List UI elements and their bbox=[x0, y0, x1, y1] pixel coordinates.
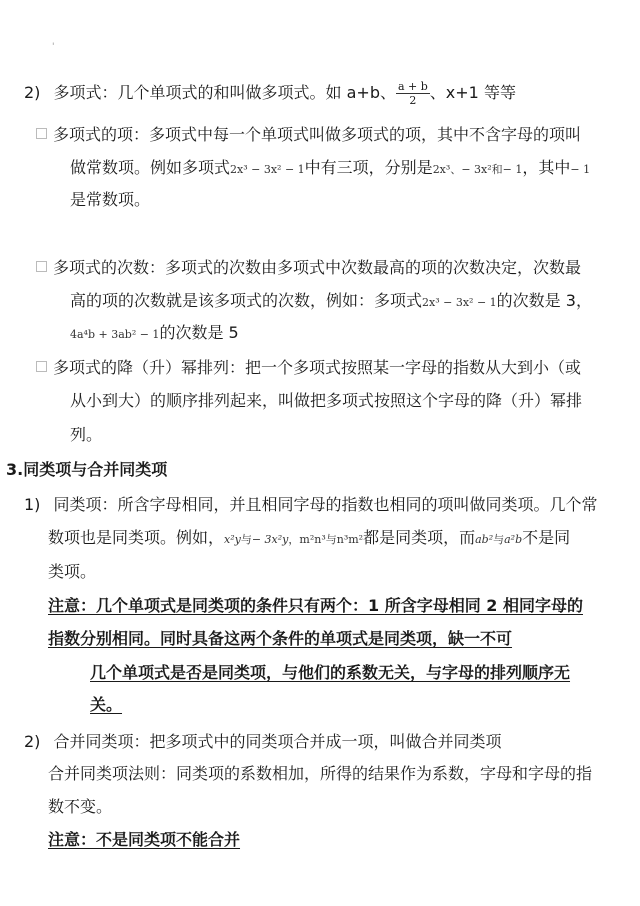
polynomial-definition bbox=[24, 80, 516, 107]
like-terms-line-2: 数项也是同类项。例如，x²y与− 3x²y，m²n³与n³m²都是同类项，而ab²与a²b不是同 bbox=[48, 528, 571, 547]
section-3-title: 3.同类项与合并同类项 bbox=[6, 460, 168, 479]
note-1-line-1: 注意：几个单项式是同类项的条件只有两个：1 所含字母相同 2 相同字母的 bbox=[48, 596, 583, 615]
like-terms-line-1: 1) 同类项：所含字母相同，并且相同字母的指数也相同的项叫做同类项。几个常 bbox=[24, 495, 598, 514]
term-line-1: 多项式的项：多项式中每一个单项式叫做多项式的项，其中不含字母的项叫 bbox=[36, 124, 581, 146]
item-number: 2) bbox=[24, 83, 41, 102]
math-poly-1: 2x³ − 3x² − 1 bbox=[230, 163, 305, 176]
term-line-2: 做常数项。例如多项式2x³ − 3x² − 1中有三项，分别是2x³、− 3x²和− 1，其中− 1 bbox=[70, 158, 591, 177]
definition-text: 多项式：几个单项式的和叫做多项式。如 a+b、 bbox=[53, 83, 396, 102]
like-terms-line-3: 类项。 bbox=[48, 562, 97, 581]
combine-line-2: 合并同类项法则：同类项的系数相加，所得的结果作为系数，字母和字母的指 bbox=[48, 764, 593, 783]
order-line-3: 列。 bbox=[70, 425, 103, 444]
item-number: 1) bbox=[24, 495, 41, 514]
checkbox-icon bbox=[36, 128, 47, 139]
combine-line-3: 数不变。 bbox=[48, 797, 113, 816]
note-1-line-4: 关。 bbox=[90, 695, 123, 714]
checkbox-icon bbox=[36, 261, 47, 272]
degree-line-1: 多项式的次数：多项式的次数由多项式中次数最高的项的次数决定，次数最 bbox=[36, 257, 581, 279]
degree-line-2: 高的项的次数就是该多项式的次数，例如：多项式2x³ − 3x² − 1的次数是 3， bbox=[70, 291, 592, 310]
order-line-2: 从小到大）的顺序排列起来，叫做把多项式按照这个字母的降（升）幂排 bbox=[70, 391, 583, 410]
degree-line-3: 4a⁴b + 3ab² − 1的次数是 5 bbox=[70, 323, 239, 342]
header-mark: ' bbox=[52, 42, 55, 52]
math-poly-2: 2x³ − 3x² − 1 bbox=[422, 296, 497, 309]
combine-line-1: 2) 合并同类项：把多项式中的同类项合并成一项，叫做合并同类项 bbox=[24, 732, 502, 751]
fraction: $\frac{a + b}{2}$ bbox=[397, 80, 428, 107]
term-line-3: 是常数项。 bbox=[70, 190, 151, 209]
item-number: 2) bbox=[24, 732, 41, 751]
note-1-line-3: 几个单项式是否是同类项，与他们的系数无关，与字母的排列顺序无 bbox=[90, 663, 571, 682]
note-1-line-2: 指数分别相同。同时具备这两个条件的单项式是同类项，缺一不可 bbox=[48, 629, 513, 648]
definition-tail: 、x+1 等等 bbox=[429, 83, 516, 102]
checkbox-icon bbox=[36, 361, 47, 372]
math-poly-3: 4a⁴b + 3ab² − 1 bbox=[70, 328, 160, 341]
order-line-1: 多项式的降（升）幂排列：把一个多项式按照某一字母的指数从大到小（或 bbox=[36, 357, 581, 379]
note-2: 注意：不是同类项不能合并 bbox=[48, 830, 241, 849]
